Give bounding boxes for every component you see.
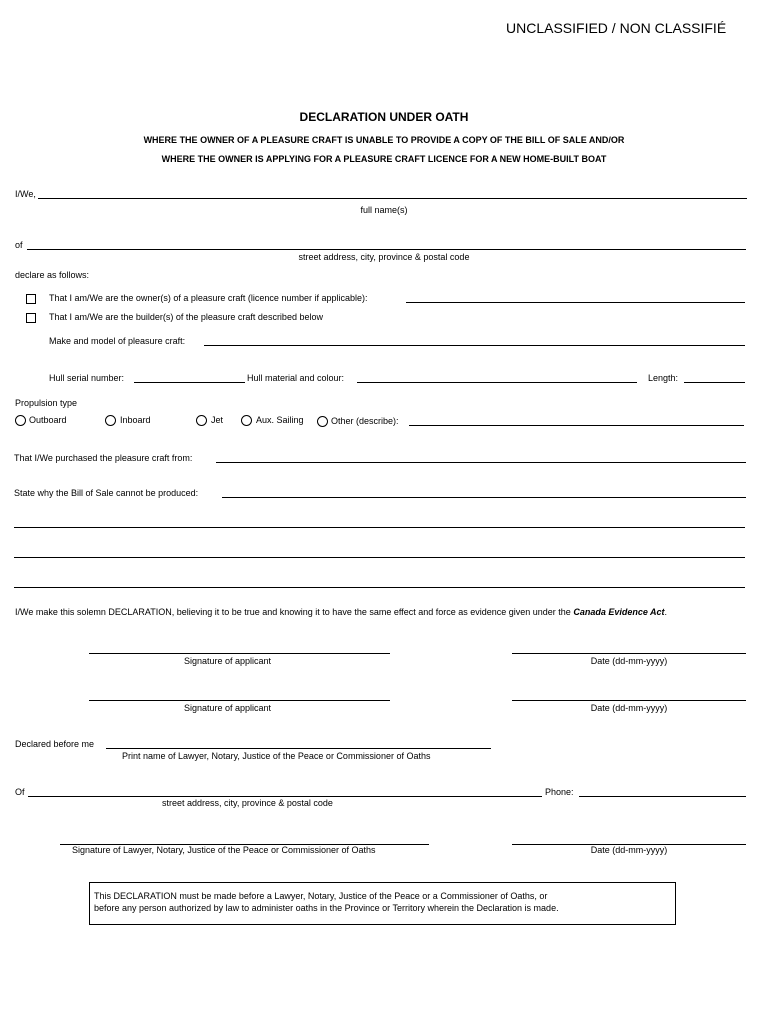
purchased-from-field[interactable] [216,462,746,463]
hull-serial-field[interactable] [134,382,245,383]
subtitle-line-2: WHERE THE OWNER IS APPLYING FOR A PLEASURE CRAFT LICENCE FOR A NEW HOME-BUILT BOAT [161,154,607,164]
builder-option-label: That I am/We are the builder(s) of the pleasure craft described below [49,312,323,322]
inboard-radio[interactable] [105,415,116,426]
aux-sailing-label: Aux. Sailing [256,415,304,425]
jet-radio[interactable] [196,415,207,426]
classification-label: UNCLASSIFIED / NON CLASSIFIÉ [506,20,727,36]
outboard-label: Outboard [29,415,67,425]
solemn-period: . [664,607,668,617]
applicant-signature-1-field[interactable] [89,653,390,654]
date-1-field[interactable] [512,653,746,654]
declared-before-label: Declared before me [15,739,95,749]
outboard-radio[interactable] [15,415,26,426]
owner-checkbox[interactable] [26,294,36,304]
evidence-act: Canada Evidence Act [573,607,665,617]
inboard-label: Inboard [120,415,151,425]
length-field[interactable] [684,382,745,383]
notice-box [89,882,676,925]
solemn-declaration [15,607,667,617]
make-model-field[interactable] [204,345,745,346]
other-describe-field[interactable] [409,425,744,426]
other-radio[interactable] [317,416,328,427]
full-names-caption: full name(s) [360,205,408,215]
phone-field[interactable] [579,796,746,797]
reason-line-2[interactable] [14,527,745,528]
hull-serial-label: Hull serial number: [49,373,125,383]
page-title: DECLARATION UNDER OATH [299,110,469,124]
hull-material-label: Hull material and colour: [247,373,345,383]
purchased-label: That I/We purchased the pleasure craft from: [14,453,193,463]
commissioner-of-label: Of [15,787,25,797]
notice-line-2: before any person authorized by law to administer oaths in the Province or Territory wherein the Declaration is made. [94,903,559,913]
commissioner-name-caption: Print name of Lawyer, Notary, Justice of the Peace or Commissioner of Oaths [122,751,431,761]
hull-material-field[interactable] [357,382,637,383]
of-label: of [15,240,23,250]
date-2-caption: Date (dd-mm-yyyy) [590,703,668,713]
address-caption: street address, city, province & postal code [298,252,470,262]
date-1-caption: Date (dd-mm-yyyy) [590,656,668,666]
notice-line-1: This DECLARATION must be made before a Lawyer, Notary, Justice of the Peace or a Commissioner of Oaths, or [94,891,548,901]
commissioner-signature-caption: Signature of Lawyer, Notary, Justice of the Peace or Commissioner of Oaths [72,845,376,855]
commissioner-name-field[interactable] [106,748,491,749]
commissioner-address-caption: street address, city, province & postal code [162,798,333,808]
applicant-signature-1-caption: Signature of applicant [183,656,272,666]
declare-label: declare as follows: [15,270,90,280]
builder-checkbox[interactable] [26,313,36,323]
reason-line-3[interactable] [14,557,745,558]
solemn-text: I/We make this solemn DECLARATION, believing it to be true and knowing it to have the same effect and force as evidence given under the [15,607,571,617]
full-names-field[interactable] [38,198,747,199]
applicant-signature-2-field[interactable] [89,700,390,701]
aux-sailing-radio[interactable] [241,415,252,426]
phone-label: Phone: [545,787,574,797]
length-label: Length: [648,373,679,383]
date-2-field[interactable] [512,700,746,701]
applicant-signature-2-caption: Signature of applicant [183,703,272,713]
commissioner-address-field[interactable] [28,796,542,797]
other-label: Other (describe): [331,416,399,426]
make-model-label: Make and model of pleasure craft: [49,336,186,346]
bill-of-sale-label: State why the Bill of Sale cannot be produced: [14,488,199,498]
reason-line-4[interactable] [14,587,745,588]
jet-label: Jet [211,415,224,425]
bill-of-sale-reason-field[interactable] [222,497,746,498]
address-field[interactable] [27,249,746,250]
licence-number-field[interactable] [406,302,745,303]
date-3-caption: Date (dd-mm-yyyy) [590,845,668,855]
iwe-label: I/We, [15,189,36,199]
subtitle-line-1: WHERE THE OWNER OF A PLEASURE CRAFT IS UNABLE TO PROVIDE A COPY OF THE BILL OF SALE AND/OR [143,135,625,145]
owner-option-label: That I am/We are the owner(s) of a pleasure craft (licence number if applicable): [49,293,368,303]
propulsion-label: Propulsion type [15,398,78,408]
